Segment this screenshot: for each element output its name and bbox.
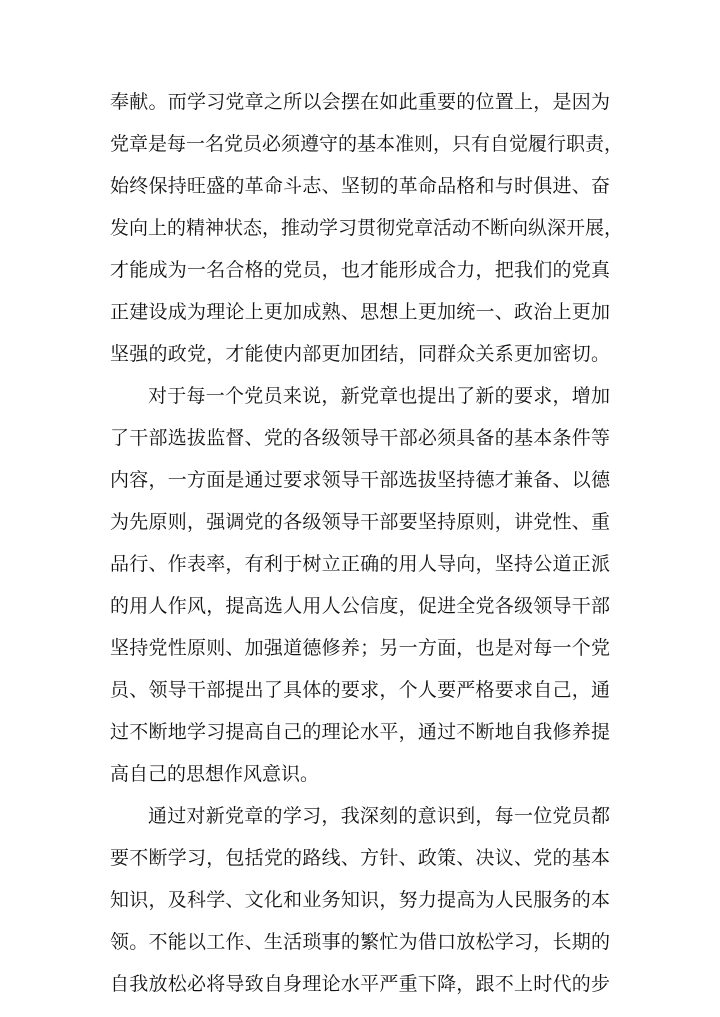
text-line: 正建设成为理论上更加成熟、思想上更加统一、政治上更加 — [110, 301, 610, 323]
text-line: 了干部选拔监督、党的各级领导干部必须具备的基本条件等 — [110, 427, 610, 449]
text-line: 过不断地学习提高自己的理论水平，通过不断地自我修养提 — [110, 721, 610, 743]
text-line: 始终保持旺盛的革命斗志、坚韧的革命品格和与时俱进、奋 — [110, 175, 610, 197]
text-line: 坚持党性原则、加强道德修养；另一方面，也是对每一个党 — [110, 637, 610, 659]
text-line: 要不断学习，包括党的路线、方针、政策、决议、党的基本 — [110, 847, 610, 869]
text-line: 坚强的政党，才能使内部更加团结，同群众关系更加密切。 — [110, 343, 610, 365]
text-line: 发向上的精神状态，推动学习贯彻党章活动不断向纵深开展， — [110, 217, 624, 239]
text-line: 内容，一方面是通过要求领导干部选拔坚持德才兼备、以德 — [110, 469, 610, 491]
text-line: 才能成为一名合格的党员，也才能形成合力，把我们的党真 — [110, 259, 610, 281]
paragraph-first-line: 对于每一个党员来说，新党章也提出了新的要求，增加 — [148, 385, 610, 407]
paragraph-first-line: 通过对新党章的学习，我深刻的意识到，每一位党员都 — [148, 805, 610, 827]
text-line: 品行、作表率，有利于树立正确的用人导向，坚持公道正派 — [110, 553, 610, 575]
text-line: 高自己的思想作风意识。 — [110, 763, 320, 785]
text-line: 为先原则，强调党的各级领导干部要坚持原则，讲党性、重 — [110, 511, 610, 533]
text-line: 知识，及科学、文化和业务知识，努力提高为人民服务的本 — [110, 889, 610, 911]
text-line: 自我放松必将导致自身理论水平严重下降，跟不上时代的步 — [110, 973, 610, 995]
text-line: 党章是每一名党员必须遵守的基本准则，只有自觉履行职责， — [110, 133, 624, 155]
text-line: 的用人作风，提高选人用人公信度，促进全党各级领导干部 — [110, 595, 610, 617]
text-line: 奉献。而学习党章之所以会摆在如此重要的位置上，是因为 — [110, 91, 610, 113]
text-line: 员、领导干部提出了具体的要求，个人要严格要求自己，通 — [110, 679, 610, 701]
text-line: 领。不能以工作、生活琐事的繁忙为借口放松学习，长期的 — [110, 931, 610, 953]
